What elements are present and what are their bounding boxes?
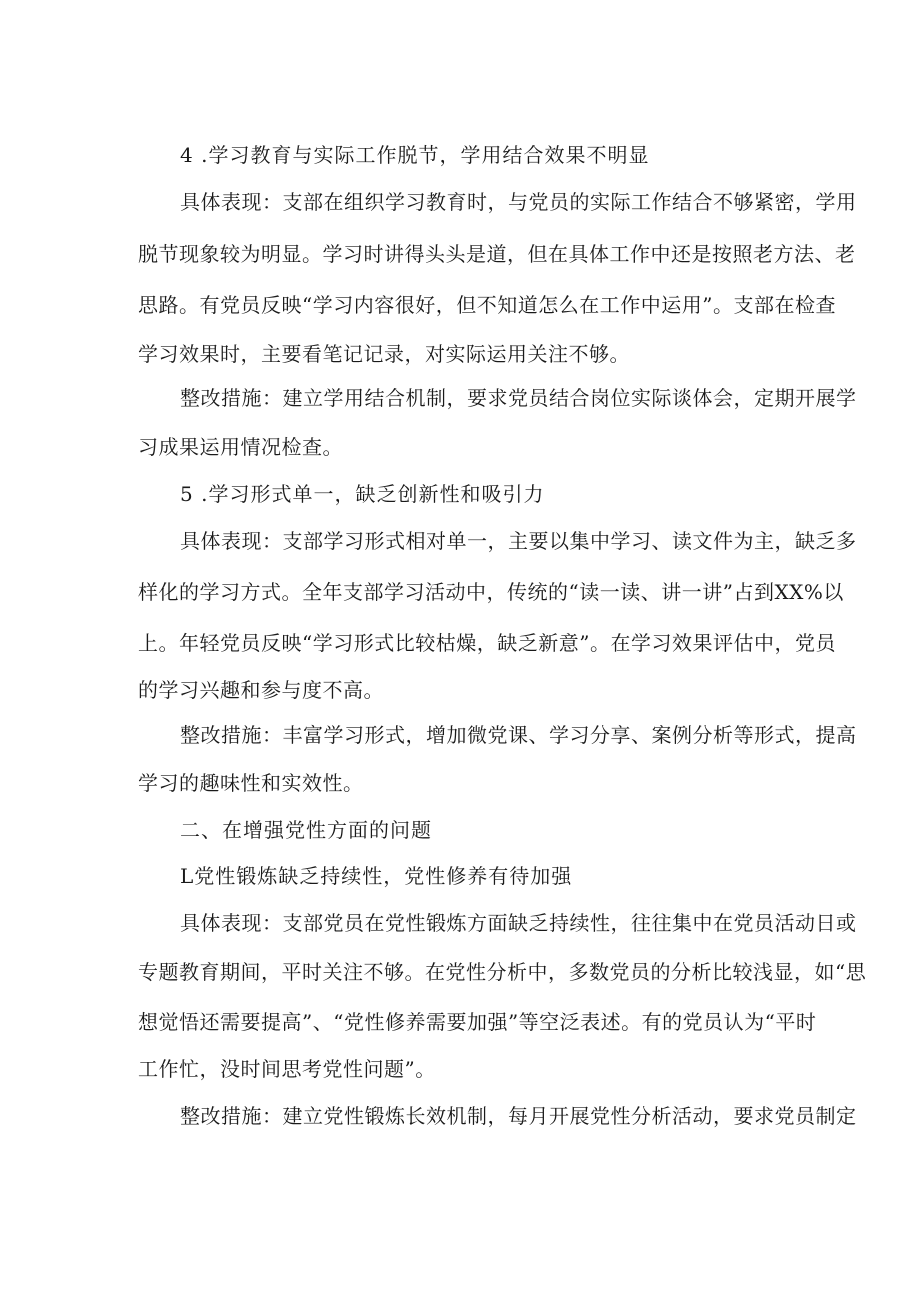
section-heading-4: 4 .学习教育与实际工作脱节，学用结合效果不明显 (180, 143, 650, 167)
paragraph-line: 整改措施：建立党性锻炼长效机制，每月开展党性分析活动，要求党员制定 (180, 1104, 857, 1128)
paragraph-line: 学习效果时，主要看笔记记录，对实际运用关注不够。 (138, 342, 630, 366)
paragraph-line: 整改措施：建立学用结合机制，要求党员结合岗位实际谈体会，定期开展学 (180, 386, 857, 410)
section-heading-5: 5 .学习形式单一，缺乏创新性和吸引力 (180, 482, 545, 506)
paragraph-line: 习成果运用情况检查。 (138, 435, 343, 459)
paragraph-line: 想觉悟还需要提高”、“党性修养需要加强”等空泛表述。有的党员认为“平时 (138, 1010, 817, 1034)
paragraph-line: 学习的趣味性和实效性。 (138, 771, 364, 795)
paragraph-line: 具体表现：支部在组织学习教育时，与党员的实际工作结合不够紧密，学用 (180, 190, 857, 214)
paragraph-line: 样化的学习方式。全年支部学习活动中，传统的“读一读、讲一讲”占到XX%以 (138, 580, 844, 604)
paragraph-line: 脱节现象较为明显。学习时讲得头头是道，但在具体工作中还是按照老方法、老 (138, 242, 856, 266)
paragraph-line: 整改措施：丰富学习形式，增加微党课、学习分享、案例分析等形式，提高 (180, 723, 857, 747)
paragraph-line: 思路。有党员反映“学习内容很好，但不知道怎么在工作中运用”。支部在检查 (138, 293, 836, 317)
section-heading-2: 二、在增强党性方面的问题 (180, 818, 432, 842)
paragraph-line: 上。年轻党员反映“学习形式比较枯燥，缺乏新意”。在学习效果评估中，党员 (138, 631, 836, 655)
subsection-heading-1: L党性锻炼缺乏持续性，党性修养有待加强 (180, 864, 573, 888)
paragraph-line: 工作忙，没时间思考党性问题”。 (138, 1057, 436, 1081)
paragraph-line: 专题教育期间，平时关注不够。在党性分析中，多数党员的分析比较浅显，如“思 (138, 960, 867, 984)
paragraph-line: 的学习兴趣和参与度不高。 (138, 678, 384, 702)
paragraph-line: 具体表现：支部党员在党性锻炼方面缺乏持续性，往往集中在党员活动日或 (180, 911, 857, 935)
paragraph-line: 具体表现：支部学习形式相对单一，主要以集中学习、读文件为主，缺乏多 (180, 529, 857, 553)
